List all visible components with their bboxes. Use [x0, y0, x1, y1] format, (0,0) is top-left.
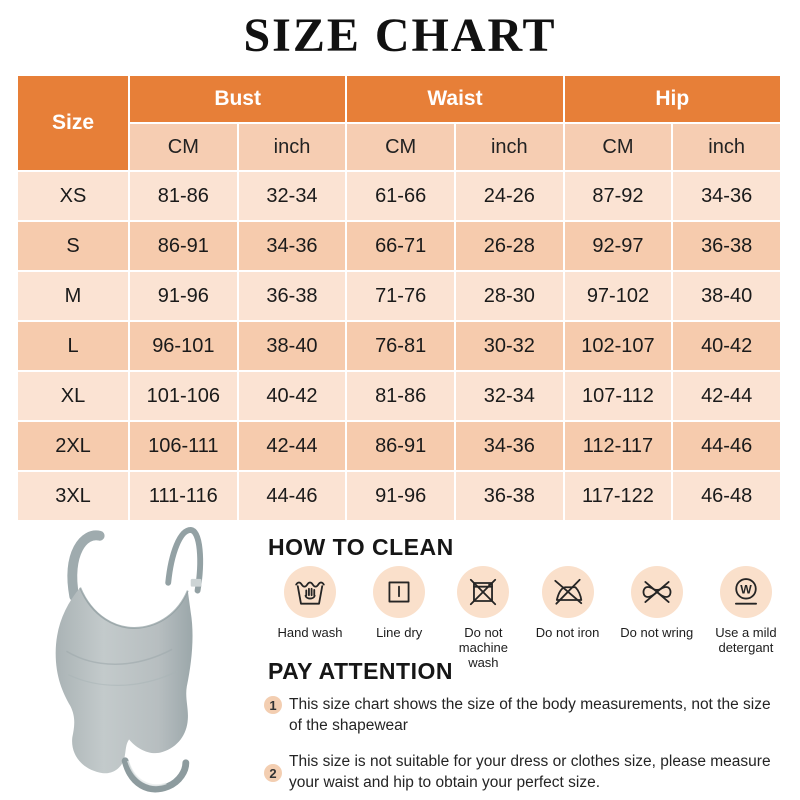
care-item-line-dry	[357, 566, 441, 640]
size-cell: 3XL	[17, 471, 129, 521]
value-cell: 32-34	[238, 171, 347, 221]
bodysuit-product-image	[4, 526, 260, 800]
hip-cm-header: CM	[564, 123, 673, 171]
value-cell: 28-30	[455, 271, 564, 321]
do-not-wring-icon	[640, 575, 674, 609]
table-row-xs	[17, 171, 781, 221]
care-label: Do not iron	[535, 625, 600, 640]
value-cell: 101-106	[129, 371, 238, 421]
unit-header-row	[17, 123, 781, 171]
page-title: SIZE CHART	[243, 9, 557, 62]
waist-cm-header: CM	[346, 123, 455, 171]
size-cell: M	[17, 271, 129, 321]
value-cell: 76-81	[346, 321, 455, 371]
value-cell: 81-86	[346, 371, 455, 421]
table-row-xl	[17, 371, 781, 421]
size-cell: XL	[17, 371, 129, 421]
value-cell: 86-91	[346, 421, 455, 471]
value-cell: 107-112	[564, 371, 673, 421]
value-cell: 32-34	[455, 371, 564, 421]
care-label: Do not machine wash	[458, 625, 508, 670]
value-cell: 38-40	[238, 321, 347, 371]
group-header-row	[17, 75, 781, 123]
table-row-s	[17, 221, 781, 271]
value-cell: 61-66	[346, 171, 455, 221]
value-cell: 66-71	[346, 221, 455, 271]
value-cell: 44-46	[672, 421, 781, 471]
attention-note-1	[264, 694, 786, 736]
table-row-m	[17, 271, 781, 321]
value-cell: 106-111	[129, 421, 238, 471]
care-label: Do not wring	[620, 625, 694, 640]
care-item-do-not-machine-wash	[446, 566, 520, 670]
value-cell: 40-42	[238, 371, 347, 421]
care-label: Use a mild detergant	[715, 625, 777, 655]
value-cell: 92-97	[564, 221, 673, 271]
waist-group-header: Waist	[346, 75, 563, 123]
mild-detergent-icon	[729, 575, 763, 609]
svg-text:W: W	[740, 582, 752, 597]
value-cell: 96-101	[129, 321, 238, 371]
do-not-machine-wash-icon	[466, 575, 500, 609]
value-cell: 117-122	[564, 471, 673, 521]
value-cell: 91-96	[129, 271, 238, 321]
note-number-badge: 2	[264, 764, 282, 782]
value-cell: 86-91	[129, 221, 238, 271]
pay-attention-heading: PAY ATTENTION	[268, 658, 453, 684]
value-cell: 71-76	[346, 271, 455, 321]
value-cell: 102-107	[564, 321, 673, 371]
hand-wash-icon	[293, 575, 327, 609]
bust-cm-header: CM	[129, 123, 238, 171]
value-cell: 26-28	[455, 221, 564, 271]
note-text: This size chart shows the size of the body measurements, not the size of the shapewear	[289, 696, 771, 734]
value-cell: 34-36	[238, 221, 347, 271]
value-cell: 81-86	[129, 171, 238, 221]
size-cell: S	[17, 221, 129, 271]
care-item-do-not-iron	[526, 566, 610, 640]
value-cell: 36-38	[672, 221, 781, 271]
care-label: Hand wash	[277, 625, 343, 640]
bust-inch-header: inch	[238, 123, 347, 171]
size-column-header: Size	[17, 75, 129, 171]
value-cell: 91-96	[346, 471, 455, 521]
line-dry-icon	[382, 575, 416, 609]
attention-note-2	[264, 751, 786, 793]
table-row-3xl	[17, 471, 781, 521]
care-item-do-not-wring	[615, 566, 699, 640]
table-row-2xl	[17, 421, 781, 471]
value-cell: 46-48	[672, 471, 781, 521]
value-cell: 24-26	[455, 171, 564, 221]
care-item-mild-detergent	[704, 566, 788, 655]
value-cell: 111-116	[129, 471, 238, 521]
value-cell: 97-102	[564, 271, 673, 321]
hip-inch-header: inch	[672, 123, 781, 171]
value-cell: 87-92	[564, 171, 673, 221]
do-not-iron-icon	[551, 575, 585, 609]
care-item-hand-wash	[268, 566, 352, 640]
attention-notes	[264, 694, 786, 800]
value-cell: 34-36	[455, 421, 564, 471]
value-cell: 36-38	[455, 471, 564, 521]
value-cell: 44-46	[238, 471, 347, 521]
value-cell: 30-32	[455, 321, 564, 371]
care-label: Line dry	[376, 625, 423, 640]
size-cell: L	[17, 321, 129, 371]
value-cell: 38-40	[672, 271, 781, 321]
note-text: This size is not suitable for your dress or clothes size, please measure your waist and hip to obtain your perfect size.	[289, 753, 771, 791]
note-number-badge: 1	[264, 696, 282, 714]
size-cell: XS	[17, 171, 129, 221]
bust-group-header: Bust	[129, 75, 346, 123]
value-cell: 112-117	[564, 421, 673, 471]
value-cell: 42-44	[238, 421, 347, 471]
value-cell: 42-44	[672, 371, 781, 421]
value-cell: 34-36	[672, 171, 781, 221]
how-to-clean-heading: HOW TO CLEAN	[268, 534, 454, 560]
care-icons-row	[268, 566, 788, 670]
hip-group-header: Hip	[564, 75, 781, 123]
value-cell: 36-38	[238, 271, 347, 321]
waist-inch-header: inch	[455, 123, 564, 171]
size-chart-table	[16, 74, 782, 522]
size-cell: 2XL	[17, 421, 129, 471]
table-row-l	[17, 321, 781, 371]
value-cell: 40-42	[672, 321, 781, 371]
